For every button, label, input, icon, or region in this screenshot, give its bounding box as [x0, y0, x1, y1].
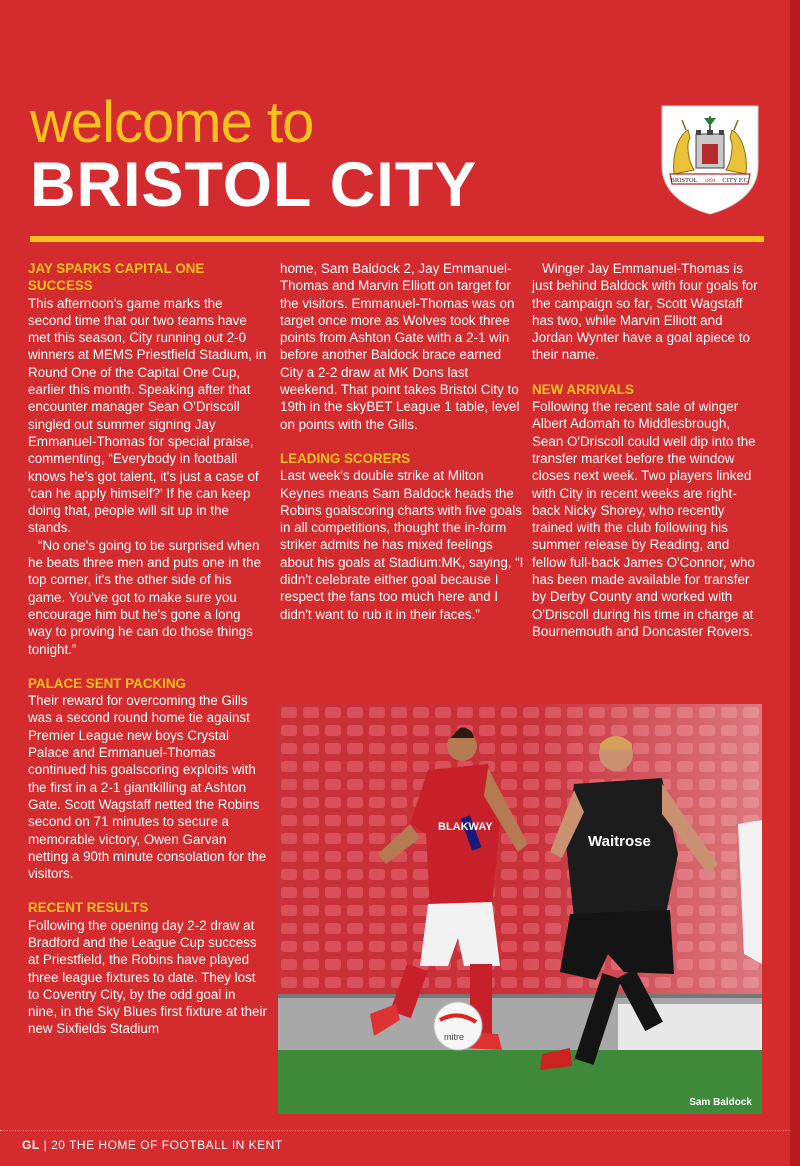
paragraph: Last week's double strike at Milton Keynes means Sam Baldock heads the Robins goalscoring charts with five goals in all competitions, thought the in-form striker admits he has mixed feelings about his goals at Stadium:MK, saying, “I didn't celebrate either goal because I respect the fans too much here and I didn't want to rub it in their faces.” [280, 468, 524, 622]
section-heading-recent-results: RECENT RESULTS [28, 900, 149, 916]
paragraph: Following the recent sale of winger Albert Adomah to Middlesbrough, Sean O'Driscoll could well dip into the transfer market before the window closes next week. Two players linked with City in recent weeks are right-back Nicky Shorey, who recently trained with the club following his summer release by Reading, and fellow full-back James O'Connor, who has been made available for transfer by Derby County and worked with O'Driscoll during his time in charge at Bournemouth and Doncaster Rovers. [532, 399, 756, 639]
paragraph: Winger Jay Emmanuel-Thomas is just behind Baldock with four goals for the campaign so far, Scott Wagstaff has two, while Marvin Elliott and Jordan Wynter have a goal apiece to their name. [532, 261, 758, 363]
article-column-1 [28, 260, 268, 1038]
paragraph: This afternoon's game marks the second time that our two teams have met this season, City running out 2-0 winners at MEMS Priestfield Stadium, in Round One of the Capital One Cup, earlier this month. Speaking after that encounter manager Sean O'Driscoll singled out summer signing Jay Emmanuel-Thomas for special praise, commenting, “Everybody in football knows he's got talent, it's just a case of 'can he apply himself?' If he can keep doing that, people will sit up in the stands. [28, 295, 267, 536]
paragraph: “No one's going to be surprised when he beats three men and puts one in the top corner, it's the other side of his game. You've got to make sure you encourage him but he's gone a long way to proving he can do those things tonight.” [28, 537, 262, 657]
article-column-3 [532, 260, 764, 640]
gills-logo: GL [22, 1138, 40, 1152]
page-footer [22, 1137, 283, 1153]
article-column-2 [280, 260, 524, 623]
photo-caption: Sam Baldock [689, 1097, 752, 1108]
header-kicker: welcome to [30, 90, 314, 155]
section-heading-leading-scorers: LEADING SCORERS [280, 450, 411, 466]
page-edge [790, 0, 800, 1166]
crest-year: 1894 [704, 178, 716, 184]
shirt-sponsor-right: Waitrose [588, 833, 651, 850]
bristol-city-crest-logo [660, 104, 760, 216]
section-heading-capital-one: JAY SPARKS CAPITAL ONE SUCCESS [28, 261, 205, 294]
crest-text-left: BRISTOL [670, 177, 698, 184]
match-photo [278, 704, 762, 1114]
footer-rule [0, 1130, 790, 1131]
section-heading-new-arrivals: NEW ARRIVALS [532, 381, 634, 397]
shirt-sponsor-left: BLAKWAY [438, 821, 493, 833]
section-heading-palace: PALACE SENT PACKING [28, 675, 186, 691]
ball-brand: mitre [444, 1032, 464, 1042]
paragraph: Following the opening day 2-2 draw at Bradford and the League Cup success at Priestfield, the Robins have played three league fixtures to date. They lost to Coventry City, by the odd goal in nine, in the Sky Blues first fixture at their new Sixfields Stadium [28, 917, 267, 1037]
page-title: BRISTOL CITY [30, 150, 478, 220]
footer-text: | 20 THE HOME OF FOOTBALL IN KENT [43, 1138, 283, 1152]
paragraph: home, Sam Baldock 2, Jay Emmanuel-Thomas and Marvin Elliott on target for the visitors. Emmanuel-Thomas was on target once more as Wolves took three points from Ashton Gate with a 2-1 win before another Baldock brace earned City a 2-2 draw at MK Dons last weekend. That point takes Bristol City to 19th in the skyBET League 1 table, level on points with the Gills. [280, 261, 520, 432]
match-photo-illustration [278, 704, 762, 1114]
crest-text-right: CITY F.C. [722, 177, 750, 184]
paragraph: Their reward for overcoming the Gills was a second round home tie against Premier League new boys Crystal Palace and Emmanuel-Thomas continued his goalscoring exploits with the first in a 2-1 giantkilling at Ashton Gate. Scott Wagstaff netted the Robins second on 71 minutes to secure a memorable victory, Owen Garvan netting a 90th minute consolation for the visitors. [28, 693, 267, 882]
header-rule [30, 236, 764, 242]
